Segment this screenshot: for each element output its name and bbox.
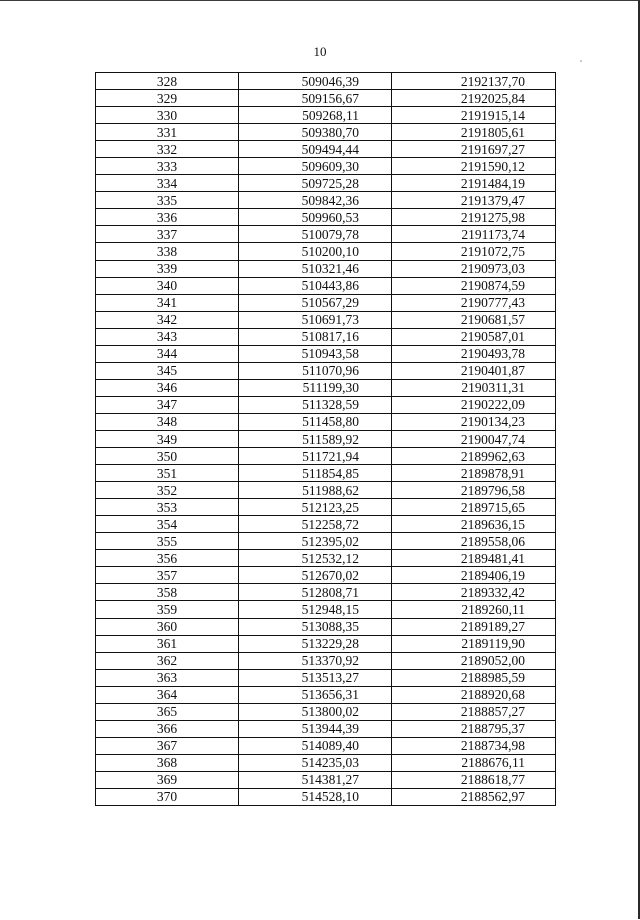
point-number-cell: 347 bbox=[96, 396, 239, 413]
point-number-cell: 344 bbox=[96, 345, 239, 362]
y-coordinate-cell: 2191805,61 bbox=[392, 124, 556, 141]
point-number-cell: 370 bbox=[96, 788, 239, 805]
point-number-cell: 355 bbox=[96, 533, 239, 550]
point-number-cell: 352 bbox=[96, 482, 239, 499]
table-row bbox=[96, 584, 556, 601]
x-coordinate-cell: 514235,03 bbox=[239, 754, 392, 771]
point-number-cell: 368 bbox=[96, 754, 239, 771]
table-row bbox=[96, 413, 556, 430]
point-number-cell: 353 bbox=[96, 499, 239, 516]
x-coordinate-cell: 512532,12 bbox=[239, 550, 392, 567]
x-coordinate-cell: 511721,94 bbox=[239, 448, 392, 465]
table-row bbox=[96, 737, 556, 754]
table-row bbox=[96, 482, 556, 499]
x-coordinate-cell: 509960,53 bbox=[239, 209, 392, 226]
point-number-cell: 365 bbox=[96, 703, 239, 720]
x-coordinate-cell: 510691,73 bbox=[239, 311, 392, 328]
x-coordinate-cell: 513370,92 bbox=[239, 652, 392, 669]
y-coordinate-cell: 2190311,31 bbox=[392, 379, 556, 396]
table-row bbox=[96, 90, 556, 107]
y-coordinate-cell: 2188676,11 bbox=[392, 754, 556, 771]
x-coordinate-cell: 513656,31 bbox=[239, 686, 392, 703]
y-coordinate-cell: 2191697,27 bbox=[392, 141, 556, 158]
point-number-cell: 340 bbox=[96, 277, 239, 294]
y-coordinate-cell: 2189558,06 bbox=[392, 533, 556, 550]
table-row bbox=[96, 669, 556, 686]
point-number-cell: 357 bbox=[96, 567, 239, 584]
y-coordinate-cell: 2192025,84 bbox=[392, 90, 556, 107]
y-coordinate-cell: 2190681,57 bbox=[392, 311, 556, 328]
table-row bbox=[96, 567, 556, 584]
table-row bbox=[96, 311, 556, 328]
y-coordinate-cell: 2190973,03 bbox=[392, 260, 556, 277]
y-coordinate-cell: 2191072,75 bbox=[392, 243, 556, 260]
y-coordinate-cell: 2188618,77 bbox=[392, 771, 556, 788]
y-coordinate-cell: 2189260,11 bbox=[392, 601, 556, 618]
point-number-cell: 349 bbox=[96, 430, 239, 447]
x-coordinate-cell: 511328,59 bbox=[239, 396, 392, 413]
point-number-cell: 362 bbox=[96, 652, 239, 669]
y-coordinate-cell: 2189052,00 bbox=[392, 652, 556, 669]
table-row bbox=[96, 243, 556, 260]
y-coordinate-cell: 2189119,90 bbox=[392, 635, 556, 652]
point-number-cell: 339 bbox=[96, 260, 239, 277]
y-coordinate-cell: 2189189,27 bbox=[392, 618, 556, 635]
y-coordinate-cell: 2190874,59 bbox=[392, 277, 556, 294]
point-number-cell: 360 bbox=[96, 618, 239, 635]
table-row bbox=[96, 107, 556, 124]
point-number-cell: 329 bbox=[96, 90, 239, 107]
y-coordinate-cell: 2190222,09 bbox=[392, 396, 556, 413]
y-coordinate-cell: 2189962,63 bbox=[392, 448, 556, 465]
x-coordinate-cell: 509380,70 bbox=[239, 124, 392, 141]
y-coordinate-cell: 2188857,27 bbox=[392, 703, 556, 720]
table-row bbox=[96, 720, 556, 737]
table-row bbox=[96, 209, 556, 226]
point-number-cell: 366 bbox=[96, 720, 239, 737]
x-coordinate-cell: 514381,27 bbox=[239, 771, 392, 788]
y-coordinate-cell: 2188734,98 bbox=[392, 737, 556, 754]
y-coordinate-cell: 2191173,74 bbox=[392, 226, 556, 243]
y-coordinate-cell: 2190047,74 bbox=[392, 430, 556, 447]
y-coordinate-cell: 2188985,59 bbox=[392, 669, 556, 686]
x-coordinate-cell: 513513,27 bbox=[239, 669, 392, 686]
y-coordinate-cell: 2189481,41 bbox=[392, 550, 556, 567]
coordinates-table bbox=[95, 72, 556, 806]
y-coordinate-cell: 2190777,43 bbox=[392, 294, 556, 311]
x-coordinate-cell: 510079,78 bbox=[239, 226, 392, 243]
table-row bbox=[96, 294, 556, 311]
x-coordinate-cell: 511589,92 bbox=[239, 430, 392, 447]
point-number-cell: 361 bbox=[96, 635, 239, 652]
table-row bbox=[96, 533, 556, 550]
x-coordinate-cell: 511458,80 bbox=[239, 413, 392, 430]
table-row bbox=[96, 277, 556, 294]
point-number-cell: 333 bbox=[96, 158, 239, 175]
x-coordinate-cell: 509725,28 bbox=[239, 175, 392, 192]
y-coordinate-cell: 2190134,23 bbox=[392, 413, 556, 430]
table-row bbox=[96, 516, 556, 533]
y-coordinate-cell: 2190587,01 bbox=[392, 328, 556, 345]
x-coordinate-cell: 513800,02 bbox=[239, 703, 392, 720]
table-row bbox=[96, 124, 556, 141]
table-row bbox=[96, 73, 556, 90]
x-coordinate-cell: 510567,29 bbox=[239, 294, 392, 311]
y-coordinate-cell: 2190401,87 bbox=[392, 362, 556, 379]
point-number-cell: 351 bbox=[96, 465, 239, 482]
point-number-cell: 342 bbox=[96, 311, 239, 328]
x-coordinate-cell: 509842,36 bbox=[239, 192, 392, 209]
x-coordinate-cell: 512395,02 bbox=[239, 533, 392, 550]
x-coordinate-cell: 510200,10 bbox=[239, 243, 392, 260]
point-number-cell: 369 bbox=[96, 771, 239, 788]
table-row bbox=[96, 379, 556, 396]
x-coordinate-cell: 510943,58 bbox=[239, 345, 392, 362]
y-coordinate-cell: 2191590,12 bbox=[392, 158, 556, 175]
y-coordinate-cell: 2188920,68 bbox=[392, 686, 556, 703]
y-coordinate-cell: 2188795,37 bbox=[392, 720, 556, 737]
point-number-cell: 335 bbox=[96, 192, 239, 209]
y-coordinate-cell: 2189715,65 bbox=[392, 499, 556, 516]
point-number-cell: 354 bbox=[96, 516, 239, 533]
y-coordinate-cell: 2188562,97 bbox=[392, 788, 556, 805]
y-coordinate-cell: 2191484,19 bbox=[392, 175, 556, 192]
table-row bbox=[96, 226, 556, 243]
x-coordinate-cell: 511070,96 bbox=[239, 362, 392, 379]
y-coordinate-cell: 2191379,47 bbox=[392, 192, 556, 209]
x-coordinate-cell: 514528,10 bbox=[239, 788, 392, 805]
table-row bbox=[96, 703, 556, 720]
table-row bbox=[96, 430, 556, 447]
table-row bbox=[96, 465, 556, 482]
x-coordinate-cell: 511988,62 bbox=[239, 482, 392, 499]
x-coordinate-cell: 510817,16 bbox=[239, 328, 392, 345]
x-coordinate-cell: 509046,39 bbox=[239, 73, 392, 90]
x-coordinate-cell: 512258,72 bbox=[239, 516, 392, 533]
table-row bbox=[96, 448, 556, 465]
y-coordinate-cell: 2192137,70 bbox=[392, 73, 556, 90]
y-coordinate-cell: 2190493,78 bbox=[392, 345, 556, 362]
point-number-cell: 350 bbox=[96, 448, 239, 465]
table-row bbox=[96, 550, 556, 567]
table-row bbox=[96, 158, 556, 175]
y-coordinate-cell: 2191915,14 bbox=[392, 107, 556, 124]
x-coordinate-cell: 513229,28 bbox=[239, 635, 392, 652]
table-row bbox=[96, 175, 556, 192]
x-coordinate-cell: 512948,15 bbox=[239, 601, 392, 618]
table-row bbox=[96, 788, 556, 805]
table-row bbox=[96, 499, 556, 516]
table-row bbox=[96, 345, 556, 362]
y-coordinate-cell: 2189796,58 bbox=[392, 482, 556, 499]
x-coordinate-cell: 512123,25 bbox=[239, 499, 392, 516]
point-number-cell: 332 bbox=[96, 141, 239, 158]
table-row bbox=[96, 396, 556, 413]
point-number-cell: 341 bbox=[96, 294, 239, 311]
point-number-cell: 330 bbox=[96, 107, 239, 124]
point-number-cell: 363 bbox=[96, 669, 239, 686]
x-coordinate-cell: 512808,71 bbox=[239, 584, 392, 601]
table-row bbox=[96, 686, 556, 703]
page-number: 10 bbox=[313, 44, 327, 59]
coordinates-table-body bbox=[96, 73, 556, 806]
x-coordinate-cell: 510443,86 bbox=[239, 277, 392, 294]
x-coordinate-cell: 511199,30 bbox=[239, 379, 392, 396]
x-coordinate-cell: 514089,40 bbox=[239, 737, 392, 754]
scan-speck bbox=[580, 60, 582, 62]
x-coordinate-cell: 513088,35 bbox=[239, 618, 392, 635]
point-number-cell: 359 bbox=[96, 601, 239, 618]
table-row bbox=[96, 192, 556, 209]
y-coordinate-cell: 2189332,42 bbox=[392, 584, 556, 601]
point-number-cell: 343 bbox=[96, 328, 239, 345]
point-number-cell: 338 bbox=[96, 243, 239, 260]
point-number-cell: 337 bbox=[96, 226, 239, 243]
point-number-cell: 334 bbox=[96, 175, 239, 192]
point-number-cell: 331 bbox=[96, 124, 239, 141]
x-coordinate-cell: 509268,11 bbox=[239, 107, 392, 124]
point-number-cell: 346 bbox=[96, 379, 239, 396]
table-row bbox=[96, 141, 556, 158]
table-row bbox=[96, 328, 556, 345]
y-coordinate-cell: 2191275,98 bbox=[392, 209, 556, 226]
point-number-cell: 328 bbox=[96, 73, 239, 90]
table-row bbox=[96, 652, 556, 669]
y-coordinate-cell: 2189636,15 bbox=[392, 516, 556, 533]
x-coordinate-cell: 513944,39 bbox=[239, 720, 392, 737]
x-coordinate-cell: 509609,30 bbox=[239, 158, 392, 175]
point-number-cell: 345 bbox=[96, 362, 239, 379]
x-coordinate-cell: 510321,46 bbox=[239, 260, 392, 277]
x-coordinate-cell: 509156,67 bbox=[239, 90, 392, 107]
point-number-cell: 356 bbox=[96, 550, 239, 567]
y-coordinate-cell: 2189406,19 bbox=[392, 567, 556, 584]
point-number-cell: 348 bbox=[96, 413, 239, 430]
table-row bbox=[96, 754, 556, 771]
point-number-cell: 364 bbox=[96, 686, 239, 703]
point-number-cell: 367 bbox=[96, 737, 239, 754]
table-row bbox=[96, 618, 556, 635]
table-row bbox=[96, 260, 556, 277]
x-coordinate-cell: 512670,02 bbox=[239, 567, 392, 584]
x-coordinate-cell: 511854,85 bbox=[239, 465, 392, 482]
table-row bbox=[96, 601, 556, 618]
x-coordinate-cell: 509494,44 bbox=[239, 141, 392, 158]
table-row bbox=[96, 635, 556, 652]
table-row bbox=[96, 771, 556, 788]
table-row bbox=[96, 362, 556, 379]
point-number-cell: 358 bbox=[96, 584, 239, 601]
y-coordinate-cell: 2189878,91 bbox=[392, 465, 556, 482]
point-number-cell: 336 bbox=[96, 209, 239, 226]
